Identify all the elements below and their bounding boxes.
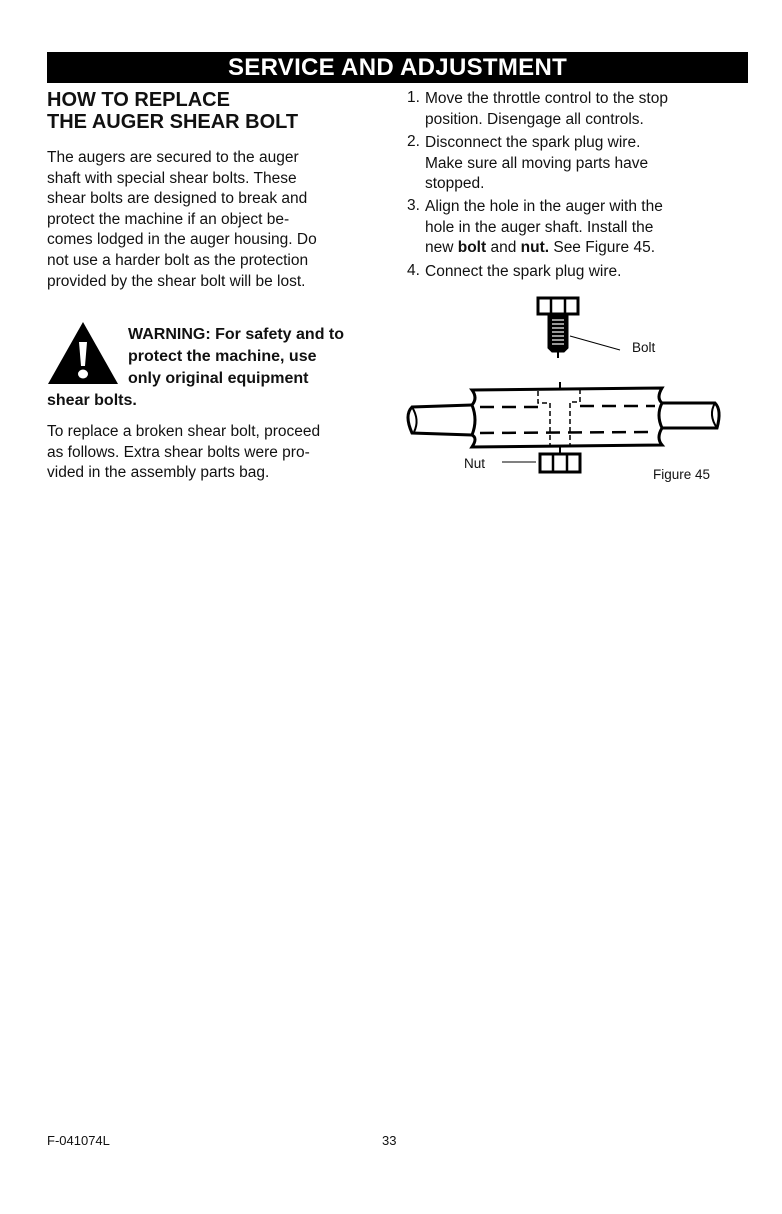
step-4	[425, 262, 621, 283]
bold-text: bolt	[457, 239, 487, 257]
text-line: shear bolts are designed to break and	[47, 190, 308, 208]
text-line: To replace a broken shear bolt, proceed	[47, 423, 321, 440]
bolt-icon	[538, 298, 620, 358]
step-3	[425, 197, 663, 259]
text-line: provided by the shear bolt will be lost.	[47, 272, 306, 290]
text-line: Connect the spark plug wire.	[425, 263, 622, 280]
warning-line-4: shear bolts.	[47, 392, 137, 409]
text-line	[425, 238, 663, 259]
auger-shaft	[408, 382, 719, 454]
text-line: The augers are secured to the auger	[47, 149, 299, 166]
replace-paragraph	[47, 422, 320, 484]
figure-caption: Figure 45	[653, 467, 711, 482]
step-number: 4.	[407, 262, 420, 279]
text-line: stopped.	[425, 175, 485, 193]
text-line: Align the hole in the auger with the	[425, 198, 663, 215]
shear-bolt-diagram	[380, 290, 740, 490]
text-line: vided in the assembly parts bag.	[47, 464, 270, 482]
heading-line-1: HOW TO REPLACE	[47, 89, 230, 111]
warning-line-3: only original equipment	[128, 370, 309, 387]
text-line: protect the machine if an object be-	[47, 210, 290, 228]
warning-line-2: protect the machine, use	[128, 348, 317, 365]
intro-paragraph	[47, 148, 317, 292]
step-number: 3.	[407, 197, 420, 214]
text-line: as follows. Extra shear bolts were pro-	[47, 443, 310, 461]
text: See Figure 45.	[549, 239, 656, 257]
bold-text: nut.	[520, 239, 550, 257]
nut-icon	[502, 454, 580, 472]
text-line: shaft with special shear bolts. These	[47, 169, 297, 187]
warning-triangle-icon	[46, 320, 120, 386]
text-line: not use a harder bolt as the protection	[47, 251, 309, 269]
text-line: Disconnect the spark plug wire.	[425, 134, 641, 151]
text-line: comes lodged in the auger housing. Do	[47, 231, 317, 249]
step-number: 2.	[407, 133, 420, 150]
text: and	[486, 239, 521, 257]
text-line: position. Disengage all controls.	[425, 110, 644, 128]
page-number: 33	[382, 1133, 397, 1148]
bolt-label: Bolt	[632, 340, 656, 355]
step-2	[425, 133, 648, 195]
step-number: 1.	[407, 89, 420, 106]
section-header: SERVICE AND ADJUSTMENT	[47, 52, 748, 83]
warning-line-1: WARNING: For safety and to	[128, 326, 345, 343]
heading-line-2: THE AUGER SHEAR BOLT	[47, 111, 299, 133]
text-line: Make sure all moving parts have	[425, 154, 649, 172]
text: new	[425, 239, 458, 257]
text-line: hole in the auger shaft. Install the	[425, 218, 654, 236]
document-code: F-041074L	[47, 1133, 110, 1148]
nut-label: Nut	[464, 456, 486, 471]
step-1	[425, 89, 668, 130]
text-line: Move the throttle control to the stop	[425, 90, 668, 107]
